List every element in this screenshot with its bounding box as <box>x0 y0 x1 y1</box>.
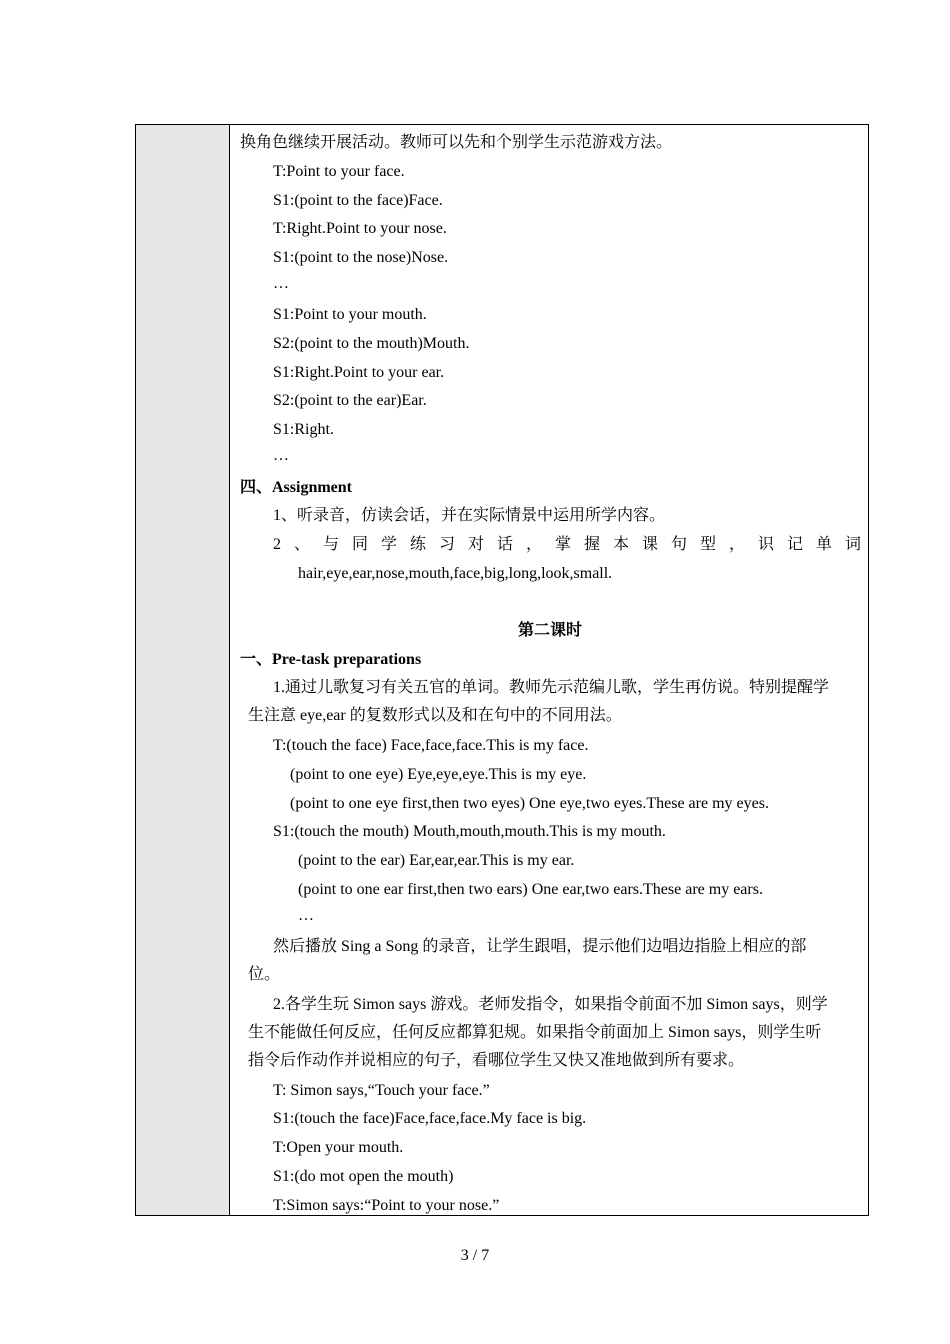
text-line: S2:(point to the ear)Ear. <box>273 392 427 409</box>
text-line: T:Point to your face. <box>273 163 405 180</box>
text-line: (point to one eye) Eye,eye,eye.This is my eye. <box>290 766 587 783</box>
lesson-title: 第二课时 <box>517 622 582 639</box>
text-line: 生注意 eye,ear 的复数形式以及和在句中的不同用法。 <box>248 707 622 724</box>
text-line: 1.通过儿歌复习有关五官的单词。教师先示范编儿歌，学生再仿说。特别提醒学 <box>273 679 830 696</box>
text-line: T:Open your mouth. <box>273 1139 404 1156</box>
text-line: 2.各学生玩 Simon says 游戏。老师发指令，如果指令前面不加 Simon says，则学 <box>273 996 828 1013</box>
text-line: 指令后作动作并说相应的句子，看哪位学生又快又准地做到所有要求。 <box>248 1052 745 1069</box>
text-line: hair,eye,ear,nose,mouth,face,big,long,look,small. <box>298 565 613 582</box>
page-number: 3 / 7 <box>460 1247 490 1264</box>
text-line: 位。 <box>248 966 281 983</box>
text-line: (point to the ear) Ear,ear,ear.This is my ear. <box>298 852 575 869</box>
text-line: T: Simon says,“Touch your face.” <box>273 1082 490 1099</box>
lesson-table <box>135 124 869 1216</box>
text-line: S1:(touch the mouth) Mouth,mouth,mouth.This is my mouth. <box>273 823 666 840</box>
ellipsis: … <box>298 907 314 924</box>
text-line: (point to one ear first,then two ears) One ear,two ears.These are my ears. <box>298 881 763 898</box>
text-line: S1:(point to the nose)Nose. <box>273 249 449 266</box>
text-line: 生不能做任何反应，任何反应都算犯规。如果指令前面加上 Simon says，则学生听 <box>248 1024 822 1041</box>
text-line: S2:(point to the mouth)Mouth. <box>273 335 470 352</box>
text-line: T:(touch the face) Face,face,face.This is my face. <box>273 737 589 754</box>
text-line: 1、听录音，仿读会话，并在实际情景中运用所学内容。 <box>273 507 666 524</box>
text-line: S1:Right.Point to your ear. <box>273 364 445 381</box>
section-heading-assignment: 四、Assignment <box>240 479 353 496</box>
text-line: S1:Point to your mouth. <box>273 306 427 323</box>
text-line: T:Simon says:“Point to your nose.” <box>273 1197 500 1214</box>
ellipsis: … <box>273 447 289 464</box>
text-line: 换角色继续开展活动。教师可以先和个别学生示范游戏方法。 <box>240 134 673 151</box>
text-line: S1:(point to the face)Face. <box>273 192 443 209</box>
text-line: (point to one eye first,then two eyes) One eye,two eyes.These are my eyes. <box>290 795 769 812</box>
section-heading-pretask: 一、Pre-task preparations <box>240 651 422 668</box>
left-column-cell <box>136 125 230 1215</box>
text-line: S1:Right. <box>273 421 334 438</box>
ellipsis: … <box>273 275 289 292</box>
text-line: S1:(do mot open the mouth) <box>273 1168 454 1185</box>
text-line: S1:(touch the face)Face,face,face.My face is big. <box>273 1110 587 1127</box>
text-line-justified: 2 、 与 同 学 练 习 对 话 ， 掌 握 本 课 句 型 ， 识 记 单 词 <box>273 536 861 553</box>
text-line: T:Right.Point to your nose. <box>273 220 447 237</box>
text-line: 然后播放 Sing a Song 的录音，让学生跟唱，提示他们边唱边指脸上相应的部 <box>273 938 807 955</box>
